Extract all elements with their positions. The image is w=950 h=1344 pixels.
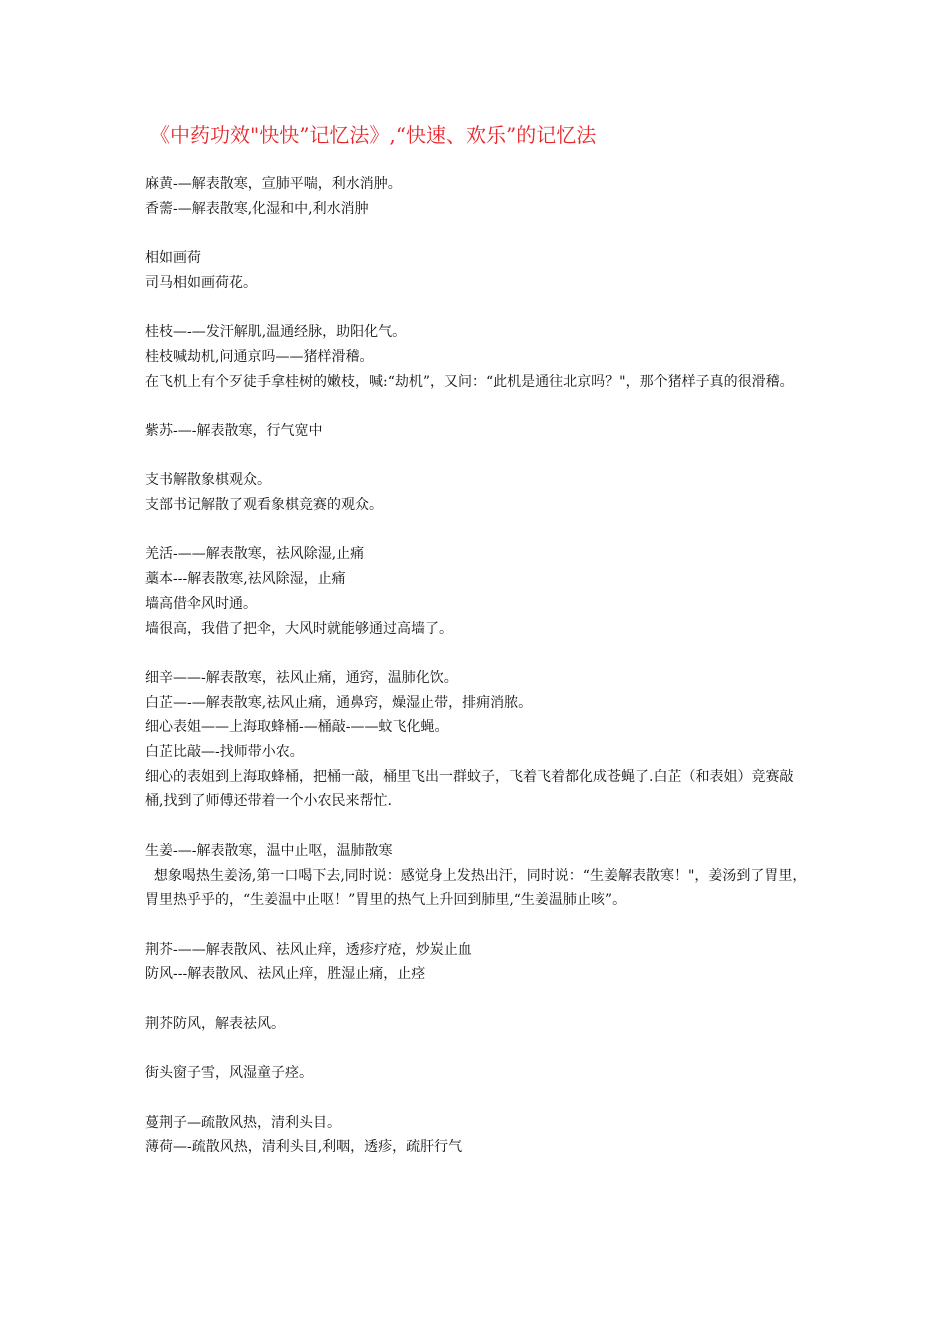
paragraph-line: 麻黄-—解表散寒，宣肺平喘，利水消肿。	[145, 176, 402, 192]
paragraph-line: 香薷-—解表散寒,化湿和中,利水消肿	[145, 200, 369, 217]
paragraph-line: 羌活-——解表散寒，祛风除湿,止痛	[145, 546, 365, 563]
blank-line	[145, 1086, 810, 1111]
paragraph-line: 藁本---解表散寒,祛风除湿，止痛	[145, 571, 346, 588]
blank-line	[145, 641, 810, 666]
blank-line	[145, 444, 810, 469]
paragraph-line: 街头窗子雪，风湿童子痉。	[145, 1065, 313, 1082]
paragraph-line: 荆芥-——解表散风、祛风止痒，透疹疗疮，炒炭止血	[145, 941, 472, 958]
blank-line	[145, 296, 810, 321]
paragraph-line: 支书解散象棋观众。	[145, 472, 271, 489]
paragraph-line: 桂枝—-—发汗解肌,温通经脉，助阳化气。	[145, 324, 407, 341]
paragraph-line: 支部书记解散了观看象棋竞赛的观众。	[145, 497, 383, 514]
blank-line	[145, 814, 810, 839]
paragraph-line: 在飞机上有个歹徒手拿桂树的嫩枝，喊:“劫机”，又问：“此机是通往北京吗？"，那个猪样子真的很滑稽。	[145, 373, 794, 390]
paragraph-line: 细心表姐——上海取蜂桶-—桶敲-——蚊飞化蝇。	[145, 719, 449, 736]
paragraph-line: 白芷—-—解表散寒,祛风止痛，通鼻窍，燥湿止带，排痈消脓。	[145, 694, 533, 711]
paragraph-line: 蔓荆子—疏散风热，清利头目。	[145, 1114, 341, 1131]
paragraph-line: 紫苏-—-解表散寒，行气宽中	[145, 422, 323, 439]
paragraph-line: 细辛——-解表散寒，祛风止痛，通窍，温肺化饮。	[145, 669, 458, 686]
document-title: 《中药功效"快快”记忆法》,“快速、欢乐”的记忆法	[150, 123, 597, 147]
paragraph-line: 墙高借伞风时通。	[145, 595, 257, 612]
paragraph-line: 想象喝热生姜汤,第一口喝下去,同时说：感觉身上发热出汗，同时说：“生姜解表散寒！"，姜汤到了胃里，胃里热乎乎的，“生姜温中止呕！”胃里的热气上升回到肺里,“生姜温肺止咳”。	[145, 867, 807, 909]
paragraph-line: 生姜-—-解表散寒，温中止呕，温肺散寒	[145, 842, 393, 859]
paragraph-line: 薄荷—-疏散风热，清利头目,利咽，透疹，疏肝行气	[145, 1139, 463, 1156]
paragraph-line: 荆芥防风，解表祛风。	[145, 1015, 285, 1032]
blank-line	[145, 518, 810, 543]
blank-line	[145, 1036, 810, 1061]
paragraph-line: 防风---解表散风、祛风止痒，胜湿止痛，止痉	[145, 966, 426, 983]
paragraph-line: 司马相如画荷花。	[145, 274, 257, 291]
paragraph-line: 桂枝喊劫机,问通京吗——猪样滑稽。	[145, 348, 374, 365]
blank-line	[145, 987, 810, 1012]
paragraph-line: 白芷比敲—-找师带小农。	[145, 744, 304, 761]
blank-line	[145, 221, 810, 246]
paragraph-line: 墙很高，我借了把伞，大风时就能够通过高墙了。	[145, 620, 453, 637]
document-body	[145, 172, 810, 1160]
paragraph-line: 相如画荷	[145, 250, 201, 267]
blank-line	[145, 394, 810, 419]
paragraph-line: 细心的表姐到上海取蜂桶，把桶一敲，桶里飞出一群蚊子，飞着飞着都化成苍蝇了.白芷（和表姐）竞赛敲桶,找到了师傅还带着一个小农民来帮忙.	[145, 768, 794, 810]
blank-line	[145, 913, 810, 938]
